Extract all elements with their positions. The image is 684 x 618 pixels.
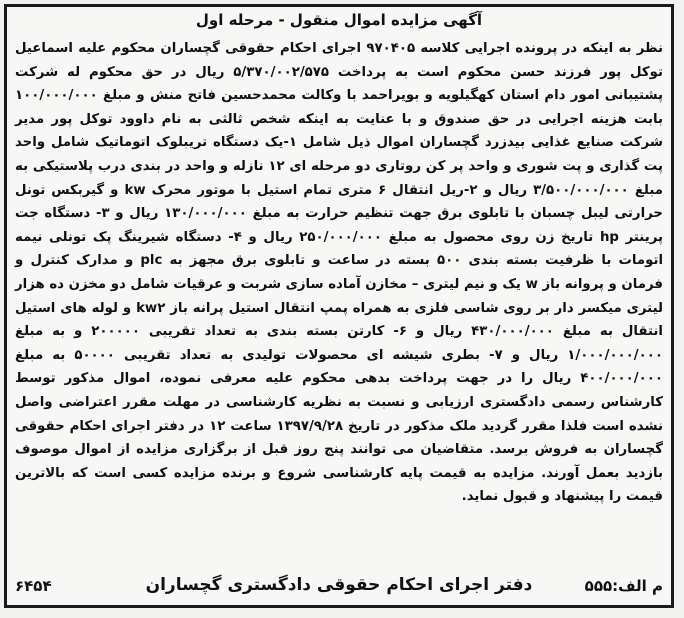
notice-number: ۶۴۵۴ (15, 577, 52, 595)
issuing-office: دفتر اجرای احکام حقوقی دادگستری گچساران (145, 575, 533, 595)
notice-body: نظر به اینکه در پرونده اجرایی کلاسه ۹۷۰۴۰۵ اجرای احکام حقوقی گچساران محکوم علیه اسماعیل توکل پور فرزند حسن محکوم است به پرداخت ۵/۳۷۰/۰۰۲/۵۷۵ ریال در حق محکوم له شرکت پشتیبانی امور دام استان کهگیلویه و بویراحمد با وکالت محمدحسین فاتح منش و مبلغ ۱۰۰/۰۰۰/۰۰۰ بابت هزینه اجرایی در حق صندوق و با عنایت به اینکه شخص ثالثی به نام داوود توکل پور مدیر شرکت صنایع غذایی بیدزرد گچساران اموال ذیل شامل ۱-یک دستگاه تریبلوک اتوماتیک شامل واحد پت گذاری و پت شوری و واحد پر کن روتاری دو مرحله ای ۱۲ نازله و واحد در بندی درب پلاستیکی به مبلغ ۳/۵۰۰/۰۰۰/۰۰۰ ریال و ۲-ریل انتقال ۶ متری تمام استیل با موتور محرک kw و گیربکس تونل حرارتی لیبل چسبان با تابلوی برق جهت تنظیم حرارت به مبلغ ۱۳۰/۰۰۰/۰۰۰ ریال و ۳- دستگاه جت پرینتر hp تاریخ زن روی محصول به مبلغ ۲۵۰/۰۰۰/۰۰۰ ریال و ۴- دستگاه شیرینگ پک تونلی نیمه اتومات با ظرفیت بسته بندی ۵۰۰ بسته در ساعت و تابلوی برق مجهز به plc و مدارک کنترل و فرمان و پروانه باز w یک و نیم لیتری – مخازن آماده سازی شربت و عرقیات شامل دو مخزن ده هزار لیتری میکسر دار بر روی شاسی فلزی به همراه پمپ انتقال استیل پرانه باز kw۲ و لوله های استیل انتقال به مبلغ ۴۳۰/۰۰۰/۰۰۰ ریال و ۶- کارتن بسته بندی به تعداد تقریبی ۲۰۰۰۰۰ و به مبلغ ۱/۰۰۰/۰۰۰/۰۰۰ ریال و ۷- بطری شیشه ای محصولات تولیدی به تعداد تقریبی ۵۰۰۰۰ به مبلغ ۴۰۰/۰۰۰/۰۰۰ ریال را در جهت پرداخت بدهی محکوم علیه معرفی نموده، اموال مذکور توسط کارشناس رسمی دادگستری ارزیابی و نسبت به نظریه کارشناسی در مهلت مقرر اعتراضی واصل نشده است فلذا مقرر گردید ملک مذکور در تاریخ ۱۳۹۷/۹/۲۸ ساعت ۱۲ در دفتر اجرای احکام حقوقی گچساران به فروش برسد. متقاضیان می توانند پنج روز قبل از برگزاری مزایده از اموال موصوف بازدید بعمل آورند. مزایده به قیمت پایه کارشناسی شروع و برنده مزایده کسی است که بالاترین قیمت را پیشنهاد و قبول نماید. (15, 41, 664, 505)
notice-title: آگهی مزایده اموال منقول - مرحله اول (195, 11, 483, 29)
notice-footer (15, 573, 663, 601)
notice-code: م الف:۵۵۵ (584, 577, 663, 595)
notice-frame (4, 4, 674, 608)
